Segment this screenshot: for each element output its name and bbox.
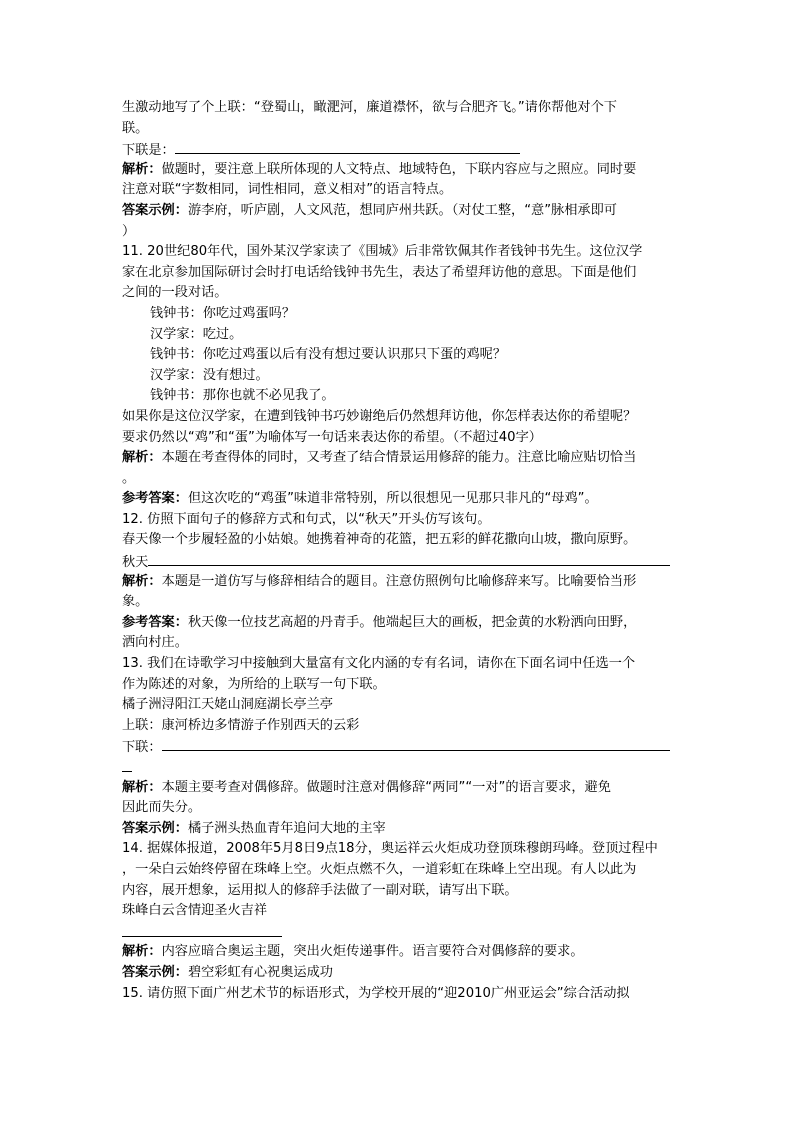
q10-answer-line2: ） xyxy=(122,223,136,239)
q12-line2: 春天像一个步履轻盈的小姑娘。她携着神奇的花篮，把五彩的鲜花撒向山坡，撒向原野。 xyxy=(122,532,637,548)
q14-line2: ，一朵白云始终停留在珠峰上空。火炬点燃不久，一道彩虹在珠峰上空出现。有人以此为 xyxy=(122,861,637,877)
q14-answer-label: 答案示例： xyxy=(122,964,188,980)
q14-answer xyxy=(122,963,672,984)
q14-analysis xyxy=(122,942,672,963)
q11-analysis-label: 解析： xyxy=(122,450,162,466)
q10-analysis-line2: 注意对联“字数相同，词性相同，意义相对”的语言特点。 xyxy=(122,182,453,198)
q13-line4: 上联：康河桥边多情游子作别西天的云彩 xyxy=(122,717,360,733)
q15-line1: 15. 请仿照下面广州艺术节的标语形式，为学校开展的“迎2010广州亚运会”综合活动拟 xyxy=(122,985,630,1001)
q12-line1: 12. 仿照下面句子的修辞方式和句式，以“秋天”开头仿写该句。 xyxy=(122,511,491,527)
q13-analysis-label: 解析： xyxy=(122,779,162,795)
q10-analysis xyxy=(122,160,672,181)
q12-reference-line2: 洒向村庄。 xyxy=(122,635,188,651)
q11-line2: 家在北京参加国际研讨会时打电话给钱钟书先生，表达了希望拜访他的意思。下面是他们 xyxy=(122,264,637,280)
q14-analysis-label: 解析： xyxy=(122,944,162,960)
q13-analysis xyxy=(122,778,672,799)
q12-reference xyxy=(122,613,672,634)
q14-line1: 14. 据媒体报道，2008年5月8日9点18分，奥运祥云火炬成功登顶珠穆朗玛峰。登顶过程中 xyxy=(122,841,658,857)
q10-blank-label: 下联是： xyxy=(122,143,175,159)
q13-answer-label: 答案示例： xyxy=(122,820,188,836)
q10-answer-label: 答案示例： xyxy=(122,202,188,218)
q13-analysis-line2: 因此而失分。 xyxy=(122,800,202,816)
q13-answer-text1: 橘子洲头热血青年追问大地的主宰 xyxy=(187,820,386,836)
q14-answer-blank xyxy=(122,922,282,937)
q12-analysis-text1: 本题是一道仿写与修辞相结合的题目。注意仿照例句比喻修辞来写。比喻要恰当形 xyxy=(161,573,637,589)
q10-line1: 生激动地写了个上联：“登蜀山，瞰淝河，廉道襟怀，欲与合肥齐飞。”请你帮他对个下 xyxy=(122,100,617,115)
document-page xyxy=(122,98,672,1004)
q11-line5: 要求仍然以“鸡”和“蛋”为喻体写一句话来表达你的希望。（不超过40字） xyxy=(122,429,542,445)
q12-analysis-label: 解析： xyxy=(122,573,162,589)
q11-line4: 如果你是这位汉学家，在遭到钱钟书巧妙谢绝后仍然想拜访他，你怎样表达你的希望呢？ xyxy=(122,408,637,424)
q11-analysis-line2: 。 xyxy=(122,470,136,486)
q11-reference-text1: 但这次吃的“鸡蛋”味道非常特别，所以很想见一见那只非凡的“母鸡”。 xyxy=(187,491,598,507)
q13-line2: 作为陈述的对象，为所给的上联写一句下联。 xyxy=(122,676,386,692)
q12-reference-text1: 秋天像一位技艺高超的丹青手。他端起巨大的画板，把金黄的水粉洒向田野， xyxy=(187,614,637,630)
q13-analysis-text1: 本题主要考查对偶修辞。做题时注意对偶修辞“两同”“一对”的语言要求，避免 xyxy=(161,779,611,795)
q13-blank-label: 下联： xyxy=(122,740,162,756)
q14-analysis-text1: 内容应暗合奥运主题，突出火炬传递事件。语言要符合对偶修辞的要求。 xyxy=(161,944,584,960)
q10-answer-text1: 游李府，听庐剧，人文风范，想同庐州共跃。（对仗工整，“意”脉相承即可 xyxy=(187,202,617,218)
q14-answer-text1: 碧空彩虹有心祝奥运成功 xyxy=(187,964,333,980)
q11-dialogue-5: 钱钟书：那你也就不必见我了。 xyxy=(150,388,335,404)
q10-answer-line xyxy=(122,139,672,160)
q11-dialogue-3: 钱钟书：你吃过鸡蛋以后有没有想过要认识那只下蛋的鸡呢？ xyxy=(150,347,507,363)
q12-blank-label: 秋天 xyxy=(122,555,149,571)
q12-answer-line xyxy=(122,551,672,572)
q11-dialogue-1: 钱钟书：你吃过鸡蛋吗？ xyxy=(150,305,296,321)
q10-answer xyxy=(122,201,672,222)
q11-analysis xyxy=(122,448,672,469)
q13-line1: 13. 我们在诗歌学习中接触到大量富有文化内涵的专有名词，请你在下面名词中任选一个 xyxy=(122,656,636,672)
q13-answer-line xyxy=(122,736,672,757)
q10-answer-blank xyxy=(175,139,520,154)
q12-reference-label: 参考答案： xyxy=(122,614,188,630)
q13-answer-blank xyxy=(162,736,670,751)
q10-analysis-label: 解析： xyxy=(122,161,162,177)
q10-analysis-text1: 做题时，要注意上联所体现的人文特点、地域特色，下联内容应与之照应。同时要 xyxy=(161,161,637,177)
q11-line1: 11. 20世纪80年代，国外某汉学家读了《围城》后非常钦佩其作者钱钟书先生。这位汉学 xyxy=(122,244,643,260)
q13-line3: 橘子洲浔阳江天姥山洞庭湖长亭兰亭 xyxy=(122,697,333,713)
q11-reference xyxy=(122,489,672,510)
q13-answer-blank-tail xyxy=(122,757,132,772)
q12-analysis-line2: 象。 xyxy=(122,594,149,610)
q14-line3: 内容，展开想象，运用拟人的修辞手法做了一副对联，请写出下联。 xyxy=(122,882,518,898)
q10-line2: 联。 xyxy=(122,120,149,136)
q11-analysis-text1: 本题在考查得体的同时，又考查了结合情景运用修辞的能力。注意比喻应贴切恰当 xyxy=(161,450,637,466)
q12-answer-blank xyxy=(148,551,670,566)
q14-line4: 珠峰白云含情迎圣火吉祥 xyxy=(122,903,268,919)
q14-answer-line xyxy=(122,922,672,943)
q13-answer-blank-cont xyxy=(122,757,672,778)
q11-reference-label: 参考答案： xyxy=(122,491,188,507)
q13-answer xyxy=(122,819,672,840)
q11-line3: 之间的一段对话。 xyxy=(122,285,228,301)
q12-analysis xyxy=(122,572,672,593)
q11-dialogue-4: 汉学家：没有想过。 xyxy=(150,367,269,383)
q11-dialogue-2: 汉学家：吃过。 xyxy=(150,326,243,342)
